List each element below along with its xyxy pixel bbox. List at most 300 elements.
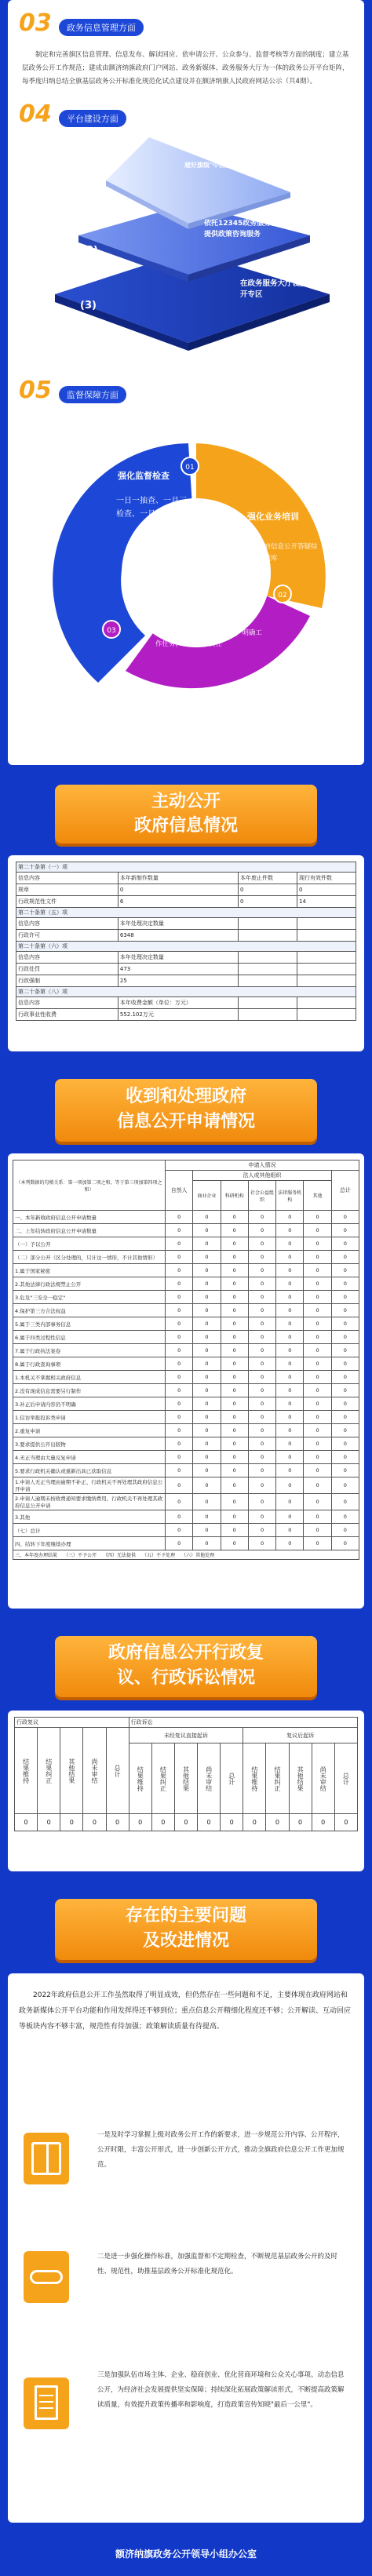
section-pill: 政务信息管理方面 — [59, 19, 144, 36]
section-pill: 平台建设方面 — [59, 110, 126, 127]
table-cell — [297, 975, 356, 987]
book-icon — [24, 2133, 69, 2184]
table-row — [16, 952, 356, 964]
row-label: 3.要求提供公开出版物 — [13, 1437, 166, 1451]
table-cell — [239, 964, 297, 975]
table-cell: 行政许可 — [16, 930, 119, 942]
table-cell: 0 — [248, 1464, 275, 1477]
table-cell: 0 — [304, 1211, 331, 1224]
ring-title-2: 强化业务培训 — [247, 512, 299, 522]
table-cell: 0 — [276, 1211, 304, 1224]
table-cell: 0 — [248, 1291, 275, 1304]
ring-num-2: 02 — [273, 585, 292, 603]
section-04 — [19, 100, 126, 128]
table-cell: 0 — [221, 1537, 248, 1550]
ring-text-1: 一日一抽查、一月三检查、一月一通报 — [116, 497, 187, 519]
part3-title-line1: 政府信息公开行政复 — [108, 1643, 264, 1663]
table-cell: 0 — [166, 1277, 193, 1291]
table-row — [13, 1211, 359, 1224]
row-label: 5.要求行政机关确认或重新出具已获取信息 — [13, 1464, 166, 1477]
part4-panel — [8, 1973, 364, 2523]
table-cell: 0 — [276, 1251, 304, 1264]
table-cell: 0 — [193, 1291, 221, 1304]
row-label: 二、上年结转政府信息公开申请数量 — [13, 1224, 166, 1237]
table-cell: 0 — [331, 1537, 359, 1550]
ring-title-3: 强化责任分工 — [165, 610, 217, 620]
table-cell: 0 — [193, 1451, 221, 1464]
table-cell: 0 — [193, 1344, 221, 1357]
part1-panel — [8, 855, 364, 1051]
table-cell: 0 — [166, 1357, 193, 1371]
table-row — [13, 1424, 359, 1437]
table-cell: 6348 — [118, 930, 238, 942]
table-cell: 0 — [304, 1437, 331, 1451]
table-cell: 0 — [276, 1524, 304, 1537]
table-row — [13, 1224, 359, 1237]
table-cell: 0 — [221, 1384, 248, 1397]
improvement-text: 二是进一步强化操作标准，加强监督和不定期检查，不断规范基层政务公开的及时性、规范性，助推基层政务公开标准化规范化。 — [97, 2253, 338, 2275]
table-cell: 0 — [166, 1494, 193, 1510]
table-cell: 0 — [248, 1510, 275, 1524]
row-label: （二）部分公开（区分处理的，只计这一情形，不计其他情形） — [13, 1251, 166, 1264]
table-cell: 0 — [304, 1424, 331, 1437]
header-note: （本列数据的勾稽关系：第一项加第二项之和，等于第三项加第四项之和） — [13, 1160, 166, 1211]
table-cell: 0 — [276, 1510, 304, 1524]
side-label: （六）其他处理 — [181, 1553, 215, 1558]
table-cell: 0 — [304, 1237, 331, 1251]
table-cell: 552.102万元 — [118, 1009, 238, 1021]
table-cell: 0 — [304, 1331, 331, 1344]
table-cell: 本年新制作数量 — [118, 873, 238, 884]
table-cell: 0 — [166, 1237, 193, 1251]
table-cell: 0 — [331, 1371, 359, 1384]
table-cell: 0 — [304, 1384, 331, 1397]
header-subcol: 结果维持 — [15, 1728, 38, 1814]
row-label: 2.申请人逾期未按收费通知要求缴纳费用、行政机关不再处理其政府信息公开申请 — [13, 1494, 166, 1510]
table-cell: 0 — [266, 1814, 289, 1831]
table-cell: 0 — [221, 1411, 248, 1424]
table-cell: 0 — [331, 1344, 359, 1357]
header-lawsuit: 行政诉讼 — [129, 1718, 357, 1728]
table-cell: 信息内容 — [16, 918, 119, 930]
table-cell: 0 — [193, 1384, 221, 1397]
table-cell: 0 — [304, 1291, 331, 1304]
table-row — [13, 1411, 359, 1424]
row-label: 2.其他法律行政法规禁止公开 — [13, 1277, 166, 1291]
part1-table — [16, 862, 356, 1021]
table-cell: 0 — [276, 1304, 304, 1317]
table-row — [13, 1357, 359, 1371]
row-label: （一）予以公开 — [13, 1237, 166, 1251]
table-cell: 0 — [304, 1451, 331, 1464]
table-cell: 0 — [193, 1464, 221, 1477]
table-cell: 本年处理决定数量 — [118, 918, 238, 930]
ring-text-2: 政府信息公开答疑综合题库 — [257, 543, 318, 563]
table-cell: 0 — [276, 1371, 304, 1384]
section-pill: 监督保障方面 — [59, 386, 126, 403]
table-cell: 0 — [248, 1477, 275, 1494]
table-cell: 0 — [276, 1384, 304, 1397]
row-label: 一、本年新收政府信息公开申请数量 — [13, 1211, 166, 1224]
table-cell: 0 — [312, 1814, 334, 1831]
table-cell: 0 — [221, 1224, 248, 1237]
table-cell: 信息内容 — [16, 952, 119, 964]
table-cell: 0 — [151, 1814, 174, 1831]
row-label: 3.补正后申请内容仍不明确 — [13, 1397, 166, 1411]
table-cell: 0 — [221, 1304, 248, 1317]
table-cell: 0 — [15, 1814, 38, 1831]
table-cell: 0 — [248, 1277, 275, 1291]
table-cell: 0 — [248, 1537, 275, 1550]
part1-title-line1: 主动公开 — [151, 792, 221, 811]
table-cell: 0 — [83, 1814, 106, 1831]
pyramid-text-3: 在政务服务大厅设置政务公开专区 — [240, 279, 330, 299]
table-cell: 0 — [331, 1510, 359, 1524]
table-row — [13, 1331, 359, 1344]
improvement-item-3 — [19, 2354, 353, 2472]
table-cell — [239, 1009, 297, 1021]
header-subcol: 结果纠正 — [38, 1728, 60, 1814]
table-cell: 0 — [166, 1344, 193, 1357]
table-header-row — [13, 1160, 359, 1171]
table-cell: 0 — [304, 1371, 331, 1384]
header-subcol: 尚未审结 — [83, 1728, 106, 1814]
table-cell: 0 — [60, 1814, 83, 1831]
table-cell: 0 — [193, 1264, 221, 1277]
table-cell: 0 — [193, 1524, 221, 1537]
table-cell: 0 — [248, 1264, 275, 1277]
row-label: 8.属于行政查询事项 — [13, 1357, 166, 1371]
document-icon — [24, 2377, 69, 2429]
row-label: 四、结转下年度继续办理 — [13, 1537, 166, 1550]
handshake-icon — [24, 2251, 69, 2303]
table-cell: 0 — [276, 1344, 304, 1357]
table-cell — [297, 918, 356, 930]
table-cell: 0 — [276, 1437, 304, 1451]
table-cell: 0 — [166, 1524, 193, 1537]
part3-panel — [8, 1711, 364, 1871]
table-row — [13, 1371, 359, 1384]
header-subcol: 社会公益组织 — [248, 1181, 275, 1211]
table-cell: 0 — [193, 1510, 221, 1524]
header-subcol: 尚未审结 — [312, 1743, 334, 1814]
table-row — [16, 964, 356, 975]
table-cell: 本年废止件数 — [239, 873, 297, 884]
table-cell: 0 — [221, 1477, 248, 1494]
pyramid-layer-1 — [106, 137, 290, 224]
table-cell: 0 — [166, 1211, 193, 1224]
table-cell: 0 — [276, 1424, 304, 1437]
part4-title-line2: 及改进情况 — [142, 1931, 229, 1951]
table-cell: 0 — [166, 1317, 193, 1331]
table-row — [16, 884, 356, 896]
header-total: 总计 — [331, 1171, 359, 1211]
table-cell: 0 — [331, 1224, 359, 1237]
table-cell: 0 — [276, 1357, 304, 1371]
table-cell: 0 — [276, 1464, 304, 1477]
table-row — [13, 1477, 359, 1494]
table-cell: 0 — [166, 1510, 193, 1524]
table-cell: 0 — [166, 1451, 193, 1464]
table-cell — [297, 997, 356, 1009]
improvement-item-2 — [19, 2232, 353, 2334]
top-panel — [8, 0, 364, 765]
table-cell: 0 — [221, 1494, 248, 1510]
table-row — [13, 1510, 359, 1524]
table-cell: 0 — [166, 1224, 193, 1237]
footer-org: 额济纳旗政务公开领导小组办公室 — [115, 2549, 257, 2560]
table-cell: 0 — [276, 1291, 304, 1304]
table-cell: 0 — [193, 1411, 221, 1424]
table-cell: 0 — [193, 1331, 221, 1344]
table-cell: 信息内容 — [16, 997, 119, 1009]
table-cell — [239, 975, 297, 987]
improvement-text: 三是加强队伍市场主体、企业、稳商创业、优化营商环境和公众关心事项、动态信息公开，为经济社会发展提供坚实保障；持续深化拓展政策解读形式，不断提高政策解读质量，有效提升政策传播率和影响度，打造政策宣传知晓"最后一公里"。 — [97, 2371, 345, 2409]
table-cell: 0 — [248, 1251, 275, 1264]
table-cell: 0 — [304, 1494, 331, 1510]
table-row — [13, 1451, 359, 1464]
table-cell: 0 — [174, 1814, 197, 1831]
row-label: 1.申请人无正当理由逾期不补正、行政机关不再处理其政府信息公开申请 — [13, 1477, 166, 1494]
table-cell: 0 — [221, 1524, 248, 1537]
table-cell: 0 — [193, 1537, 221, 1550]
table-section-cell: 第二十条第（一）项 — [16, 862, 356, 873]
table-cell: 0 — [221, 1277, 248, 1291]
table-cell: 0 — [248, 1317, 275, 1331]
table-cell: 0 — [248, 1344, 275, 1357]
table-cell — [297, 930, 356, 942]
row-label: 2.重复申请 — [13, 1424, 166, 1437]
table-cell: 0 — [331, 1397, 359, 1411]
ring-num-3: 03 — [102, 620, 121, 639]
table-cell: 0 — [304, 1277, 331, 1291]
table-cell: 0 — [221, 1464, 248, 1477]
pyramid-num-1: (1) — [88, 187, 104, 199]
table-cell: 0 — [221, 1344, 248, 1357]
table-cell: 规章 — [16, 884, 119, 896]
table-cell: 0 — [331, 1524, 359, 1537]
table-cell: 0 — [166, 1304, 193, 1317]
row-label: 4.保护第三方合法权益 — [13, 1304, 166, 1317]
header-subcol: 其他结果 — [60, 1728, 83, 1814]
table-row — [15, 1814, 358, 1831]
table-cell: 0 — [304, 1224, 331, 1237]
table-cell: 0 — [331, 1451, 359, 1464]
table-cell: 0 — [193, 1317, 221, 1331]
table-cell: 14 — [297, 896, 356, 908]
table-cell: 0 — [276, 1277, 304, 1291]
table-cell: 0 — [193, 1277, 221, 1291]
table-cell: 0 — [166, 1537, 193, 1550]
table-cell: 0 — [331, 1251, 359, 1264]
header-subcol: 结果纠正 — [266, 1743, 289, 1814]
table-cell: 0 — [276, 1237, 304, 1251]
table-cell: 0 — [248, 1211, 275, 1224]
table-cell: 25 — [118, 975, 238, 987]
table-cell: 0 — [129, 1814, 151, 1831]
improvement-item-1 — [19, 2111, 353, 2213]
table-cell: 0 — [304, 1524, 331, 1537]
table-row — [16, 1009, 356, 1021]
header-subcol: 尚未审结 — [198, 1743, 221, 1814]
table-cell: 行政规范性文件 — [16, 896, 119, 908]
table-row — [16, 930, 356, 942]
section-number: 04 — [19, 100, 52, 128]
part2-table — [13, 1160, 359, 1560]
table-cell: 0 — [221, 1451, 248, 1464]
table-cell: 0 — [289, 1814, 312, 1831]
table-section-cell: 第二十条第（六）项 — [16, 942, 356, 952]
table-cell: 0 — [304, 1344, 331, 1357]
table-cell: 0 — [304, 1317, 331, 1331]
header-after: 复议后起诉 — [243, 1728, 358, 1743]
row-label: 1.信访举报投诉类申请 — [13, 1411, 166, 1424]
section-number: 03 — [19, 9, 52, 37]
ring-text-3: 调整政务公开工作领导小组，明确工作任务，夯实工作责任 — [155, 629, 263, 648]
section-03-text: 制定和完善旗区信息管理、信息发布、解读回应、依申请公开、公众参与、监督考核等方面的制度；建立基层政务公开工作规范；建成由额济纳旗政府门户网站、政务新媒体、政务服务大厅为一体的政务公开平台矩阵，每季度归纳总结全旗基层政务公开标准化规范化试点建设并在额济纳旗人民政府网站公示（共4期）。 — [22, 51, 349, 86]
table-cell: 0 — [304, 1304, 331, 1317]
table-cell: 0 — [276, 1331, 304, 1344]
table-cell: 0 — [166, 1464, 193, 1477]
table-cell — [297, 964, 356, 975]
header-subcol: 结果纠正 — [151, 1743, 174, 1814]
table-cell: 0 — [193, 1237, 221, 1251]
table-cell: 0 — [106, 1814, 129, 1831]
table-cell: 0 — [248, 1451, 275, 1464]
table-row — [13, 1317, 359, 1331]
pyramid-text-1: 建好旗级"中国额济纳"政府门户网站 — [184, 162, 286, 169]
header-subcol: 其他结果 — [174, 1743, 197, 1814]
table-cell: 0 — [304, 1397, 331, 1411]
table-cell: 0 — [331, 1411, 359, 1424]
header-subcol: 其他结果 — [289, 1743, 312, 1814]
header-subcol: 其他 — [304, 1181, 331, 1211]
header-direct: 未经复议直接起诉 — [129, 1728, 243, 1743]
table-cell: 0 — [331, 1424, 359, 1437]
table-cell: 0 — [276, 1451, 304, 1464]
side-label: （三）不予公开 — [64, 1553, 97, 1558]
table-cell: 0 — [221, 1264, 248, 1277]
table-row — [16, 987, 356, 997]
table-row — [13, 1277, 359, 1291]
table-cell — [297, 952, 356, 964]
pyramid-num-3: (3) — [80, 300, 97, 312]
table-cell: 0 — [193, 1437, 221, 1451]
table-row — [13, 1397, 359, 1411]
section-03 — [19, 9, 144, 37]
header-legal: 法人或其他组织 — [193, 1171, 331, 1181]
table-cell: 0 — [331, 1477, 359, 1494]
table-cell: 0 — [331, 1357, 359, 1371]
table-cell: 0 — [304, 1477, 331, 1494]
table-cell: 0 — [239, 896, 297, 908]
row-label: 3.危及"三安全一稳定" — [13, 1291, 166, 1304]
header-subcol: 科研机构 — [221, 1181, 248, 1211]
table-cell: 0 — [166, 1264, 193, 1277]
table-cell: 0 — [221, 1331, 248, 1344]
table-cell: 0 — [276, 1224, 304, 1237]
table-cell: 0 — [243, 1814, 266, 1831]
table-cell: 0 — [221, 1317, 248, 1331]
table-cell: 0 — [198, 1814, 221, 1831]
table-cell: 本年收费金额（单位：万元） — [118, 997, 238, 1009]
table-cell: 0 — [193, 1224, 221, 1237]
table-row — [16, 908, 356, 918]
pyramid-num-2: (2) — [82, 245, 98, 257]
part2-title-line1: 收到和处理政府 — [125, 1087, 246, 1106]
table-cell — [239, 918, 297, 930]
table-cell: 0 — [166, 1371, 193, 1384]
table-row — [13, 1437, 359, 1451]
table-cell — [239, 930, 297, 942]
part2-title-line2: 信息公开申请情况 — [116, 1112, 255, 1131]
table-cell: 0 — [221, 1424, 248, 1437]
row-label: 1.本机关不掌握相关政府信息 — [13, 1371, 166, 1384]
table-cell: 0 — [248, 1304, 275, 1317]
row-label: 2.没有现成信息需要另行制作 — [13, 1384, 166, 1397]
table-row — [13, 1494, 359, 1510]
table-cell: 0 — [276, 1477, 304, 1494]
table-cell: 0 — [331, 1317, 359, 1331]
row-label: （七）总计 — [13, 1524, 166, 1537]
table-cell: 0 — [331, 1277, 359, 1291]
table-cell: 0 — [221, 1397, 248, 1411]
table-cell — [297, 1009, 356, 1021]
part3-title-line2: 议、行政诉讼情况 — [116, 1668, 255, 1688]
table-cell: 0 — [193, 1357, 221, 1371]
table-cell: 0 — [221, 1510, 248, 1524]
part1-title-line2: 政府信息情况 — [133, 816, 238, 836]
header-natural: 自然人 — [166, 1171, 193, 1211]
table-cell: 0 — [304, 1537, 331, 1550]
table-cell — [239, 952, 297, 964]
table-cell: 0 — [193, 1251, 221, 1264]
table-cell: 0 — [221, 1251, 248, 1264]
table-cell: 0 — [193, 1304, 221, 1317]
row-label: 1.属于国家秘密 — [13, 1264, 166, 1277]
table-cell: 0 — [248, 1371, 275, 1384]
table-cell: 0 — [166, 1424, 193, 1437]
table-cell: 0 — [193, 1494, 221, 1510]
table-cell: 0 — [248, 1384, 275, 1397]
header-subcol: 结果维持 — [129, 1743, 151, 1814]
table-section-cell: 第二十条第（八）项 — [16, 987, 356, 997]
table-cell: 信息内容 — [16, 873, 119, 884]
table-cell: 0 — [297, 884, 356, 896]
table-cell: 0 — [221, 1814, 243, 1831]
header-subcol: 总计 — [221, 1743, 243, 1814]
table-cell: 0 — [276, 1537, 304, 1550]
table-cell: 0 — [166, 1251, 193, 1264]
table-cell: 0 — [248, 1357, 275, 1371]
table-cell: 0 — [248, 1411, 275, 1424]
table-row — [16, 862, 356, 873]
table-row — [16, 918, 356, 930]
table-cell: 0 — [248, 1224, 275, 1237]
table-cell: 0 — [248, 1437, 275, 1451]
table-cell: 0 — [221, 1291, 248, 1304]
table-cell: 0 — [276, 1317, 304, 1331]
table-cell: 0 — [331, 1237, 359, 1251]
table-row — [13, 1251, 359, 1264]
part3-table — [14, 1717, 358, 1831]
table-cell: 0 — [166, 1384, 193, 1397]
side-label-cell — [13, 1550, 359, 1560]
table-cell: 0 — [331, 1304, 359, 1317]
ring-title-1: 强化监督检查 — [118, 471, 170, 481]
ring-num-1: 01 — [181, 457, 199, 475]
table-cell: 0 — [304, 1411, 331, 1424]
